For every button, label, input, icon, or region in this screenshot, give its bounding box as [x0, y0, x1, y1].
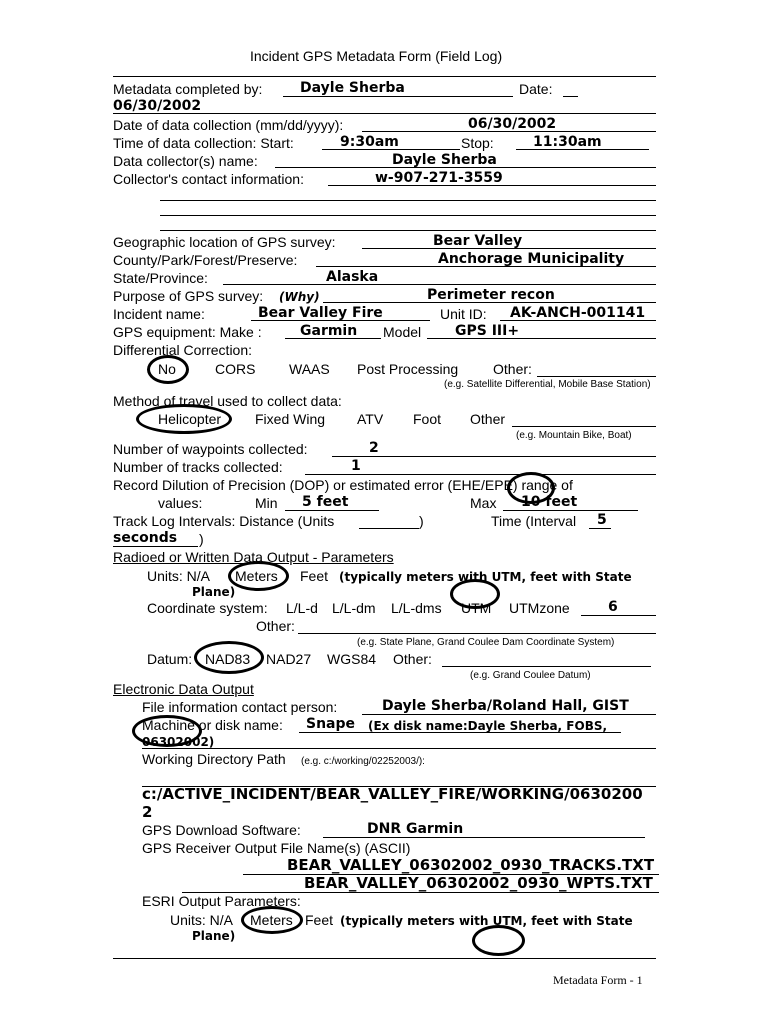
radioed-units-note-2: Plane) [192, 585, 236, 599]
time-stop-value: 11:30am [533, 134, 602, 150]
diff-no-circle-mark [147, 355, 189, 384]
time-start-line [322, 149, 460, 150]
datum-option-wgs84: WGS84 [327, 651, 377, 667]
esri-units-note: (typically meters with UTM, feet with State [340, 914, 633, 928]
track-log-close: ) [419, 513, 424, 529]
title-rule [113, 76, 656, 77]
date-label: Date: [519, 81, 553, 97]
equipment-model-line [427, 338, 656, 339]
esri-units-note-2: Plane) [192, 929, 236, 943]
electronic-heading: Electronic Data Output [113, 681, 254, 697]
dop-min-label: Min [255, 495, 278, 511]
working-dir-path-2: 2 [142, 803, 153, 821]
dop-max-line [503, 510, 638, 511]
datum-option-nad27: NAD27 [266, 651, 312, 667]
track-log-label: Track Log Intervals: Distance (Units [113, 513, 335, 529]
collection-date-line [362, 131, 656, 132]
contact-blank-line-1 [160, 200, 656, 201]
datum-option-nad83: NAD83 [205, 651, 251, 667]
travel-label: Method of travel used to collect data: [113, 393, 342, 409]
output-file-label: GPS Receiver Output File Name(s) (ASCII) [142, 840, 411, 856]
esri-utm-circle-mark [472, 925, 525, 956]
equipment-make: Garmin [300, 323, 358, 339]
machine-note: (Ex disk name:Dayle Sherba, FOBS, [368, 719, 608, 733]
unit-id-label: Unit ID: [440, 306, 487, 322]
travel-option-helicopter: Helicopter [158, 411, 222, 427]
track-log-distance-line [359, 528, 419, 529]
datum-note: (e.g. Grand Coulee Datum) [470, 670, 591, 681]
esri-units-feet: Feet [305, 912, 334, 928]
state-label: State/Province: [113, 270, 208, 286]
incident-line [251, 320, 430, 321]
machine-line [299, 732, 621, 733]
unit-id-line [500, 320, 656, 321]
track-log-time-units: seconds [113, 530, 178, 546]
incident-label: Incident name: [113, 306, 205, 322]
state-line [223, 284, 656, 285]
contact-value: w-907-271-3559 [375, 170, 503, 186]
contact-blank-line-3 [160, 230, 656, 231]
working-dir-note: (e.g. c:/working/02252003/): [301, 756, 425, 767]
collectors-line [275, 167, 656, 168]
time-label: Time of data collection: Start: [113, 135, 294, 151]
radioed-heading: Radioed or Written Data Output - Parameters [113, 549, 394, 565]
datum-option-other: Other: [393, 651, 432, 667]
coord-option-ll-d: L/L-d [286, 600, 318, 616]
diff-option-post-processing: Post Processing [357, 361, 459, 377]
output-file-1: BEAR_VALLEY_06302002_0930_TRACKS.TXT [287, 856, 655, 874]
date-line [563, 96, 578, 97]
waypoints-value: 2 [369, 440, 379, 456]
travel-other-line [512, 426, 656, 427]
county-value: Anchorage Municipality [438, 251, 625, 267]
geo-location-label: Geographic location of GPS survey: [113, 234, 336, 250]
dop-min-line [285, 510, 379, 511]
software-value: DNR Garmin [367, 821, 464, 837]
collectors-label: Data collector(s) name: [113, 153, 258, 169]
waypoints-label: Number of waypoints collected: [113, 441, 308, 457]
purpose-line [323, 302, 656, 303]
software-line [323, 837, 645, 838]
contact-person-line [362, 714, 656, 715]
coord-other-note: (e.g. State Plane, Grand Coulee Dam Coordinate System) [357, 637, 615, 648]
esri-label: ESRI Output Parameters: [142, 893, 301, 909]
incident-value: Bear Valley Fire [258, 305, 383, 321]
radioed-units-note: (typically meters with UTM, feet with State [339, 570, 632, 584]
time-stop-label: Stop: [461, 135, 494, 151]
travel-option-foot: Foot [413, 411, 442, 427]
diff-option-waas: WAAS [289, 361, 330, 377]
track-log-time-label: Time (Interval [491, 513, 577, 529]
time-stop-line [516, 149, 649, 150]
page-footer: Metadata Form - 1 [553, 973, 643, 987]
geo-location-value: Bear Valley [433, 233, 523, 249]
differential-label: Differential Correction: [113, 342, 253, 358]
track-log-time-line [589, 528, 611, 529]
dop-values-label: values: [158, 495, 203, 511]
contact-person-label: File information contact person: [142, 699, 338, 715]
machine-value: Snape [306, 716, 356, 732]
datum-label: Datum: [147, 651, 193, 667]
tracks-line [305, 474, 656, 475]
radioed-units-meters: Meters [235, 568, 278, 584]
state-value: Alaska [326, 269, 379, 285]
track-log-units-line [113, 546, 198, 547]
diff-option-no: No [158, 361, 176, 377]
bottom-rule [113, 958, 656, 959]
equipment-model: GPS III+ [455, 323, 520, 339]
coord-option-utmzone: UTMzone [509, 600, 570, 616]
dop-max-value: 10 feet [521, 494, 578, 510]
contact-label: Collector's contact information: [113, 171, 304, 187]
travel-option-fixed-wing: Fixed Wing [255, 411, 326, 427]
datum-other-line [442, 666, 651, 667]
collection-date-value: 06/30/2002 [468, 116, 557, 132]
datum-nad83-circle-mark [194, 641, 264, 674]
equipment-label: GPS equipment: Make : [113, 324, 262, 340]
contact-person-value: Dayle Sherba/Roland Hall, GIST [382, 698, 629, 714]
radioed-meters-circle-mark [228, 561, 289, 591]
waypoints-line [332, 456, 656, 457]
completed-by-value: Dayle Sherba [300, 80, 405, 96]
coord-option-ll-dm: L/L-dm [332, 600, 376, 616]
collectors-value: Dayle Sherba [392, 152, 497, 168]
diff-note: (e.g. Satellite Differential, Mobile Base Station) [444, 379, 651, 390]
diff-option-other: Other: [493, 361, 532, 377]
machine-note-line [142, 748, 656, 749]
coord-label: Coordinate system: [147, 600, 268, 616]
machine-label: Machine or disk name: [142, 717, 283, 733]
county-line [316, 266, 656, 267]
machine-note-2: 06302002) [142, 735, 215, 749]
dop-label: Record Dilution of Precision (DOP) or estimated error (EHE/EPE) range of [113, 477, 573, 493]
travel-option-other: Other [470, 411, 506, 427]
coord-utm-circle-mark [450, 579, 500, 609]
diff-option-cors: CORS [215, 361, 256, 377]
radioed-units-label: Units: N/A [147, 568, 211, 584]
travel-option-atv: ATV [357, 411, 384, 427]
purpose-label: Purpose of GPS survey: [113, 288, 264, 304]
working-dir-label: Working Directory Path [142, 751, 286, 767]
date-value: 06/30/2002 [113, 98, 202, 114]
track-log-time-close: ) [199, 531, 204, 547]
working-dir-path-1: c:/ACTIVE_INCIDENT/BEAR_VALLEY_FIRE/WORKING/0630200 [142, 785, 643, 803]
coord-option-ll-dms: L/L-dms [391, 600, 442, 616]
contact-line [328, 185, 656, 186]
equipment-model-label: Model [383, 324, 422, 340]
date-rule [113, 113, 656, 114]
contact-blank-line-2 [160, 215, 656, 216]
esri-meters-circle-mark [241, 906, 303, 934]
travel-note: (e.g. Mountain Bike, Boat) [516, 430, 632, 441]
tracks-value: 1 [351, 458, 361, 474]
geo-location-line [362, 248, 656, 249]
track-log-time-value: 5 [597, 512, 607, 528]
purpose-why: (Why) [279, 290, 320, 304]
form-title: Incident GPS Metadata Form (Field Log) [250, 48, 503, 64]
coord-option-utm: UTM [461, 600, 492, 616]
coord-other-label: Other: [256, 618, 295, 634]
utm-zone-line [581, 615, 656, 616]
coord-other-line [298, 633, 656, 634]
time-start-value: 9:30am [340, 134, 399, 150]
esri-units-meters: Meters [250, 912, 293, 928]
completed-by-label: Metadata completed by: [113, 81, 263, 97]
radioed-units-feet: Feet [300, 568, 329, 584]
purpose-value: Perimeter recon [427, 287, 555, 303]
equipment-make-line [285, 338, 381, 339]
output-file-2: BEAR_VALLEY_06302002_0930_WPTS.TXT [304, 874, 653, 892]
esri-units-label: Units: N/A [170, 912, 234, 928]
travel-helicopter-circle-mark [136, 404, 232, 434]
utm-zone-value: 6 [608, 599, 618, 615]
unit-id-value: AK-ANCH-001141 [510, 305, 646, 321]
dop-max-label: Max [470, 495, 497, 511]
county-label: County/Park/Forest/Preserve: [113, 252, 298, 268]
software-label: GPS Download Software: [142, 822, 301, 838]
collection-date-label: Date of data collection (mm/dd/yyyy): [113, 117, 344, 133]
tracks-label: Number of tracks collected: [113, 459, 283, 475]
dop-min-value: 5 feet [302, 494, 349, 510]
completed-by-line [283, 96, 513, 97]
